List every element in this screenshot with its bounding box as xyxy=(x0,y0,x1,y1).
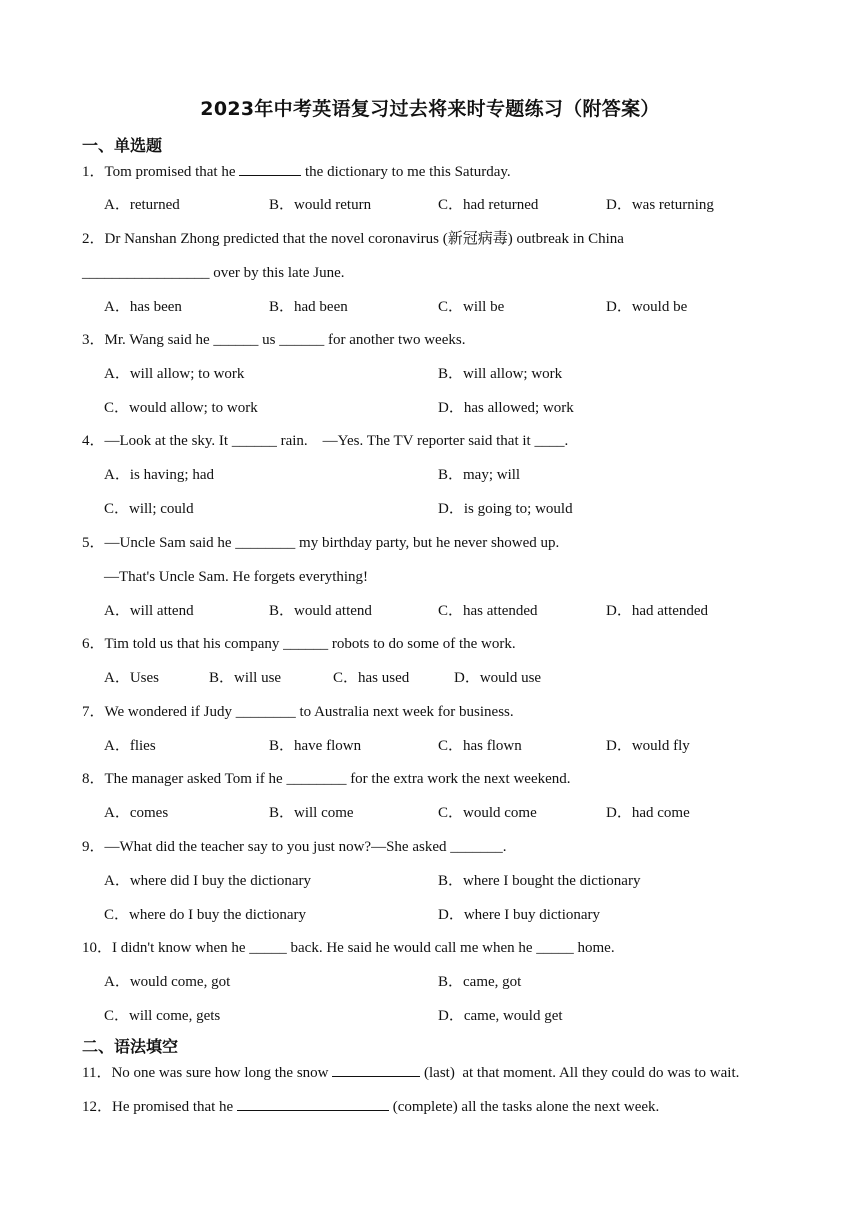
option-c: C．has flown xyxy=(438,738,522,754)
option-b: B．would return xyxy=(269,197,372,213)
option-c: C．has attended xyxy=(438,603,538,619)
option-a: A．is having; had xyxy=(104,467,214,483)
question-10-stem: 10．I didn't know when he _____ back. He said he would call me when he _____ home. xyxy=(82,940,615,956)
question-1 xyxy=(82,161,511,182)
option-d: D．came, would get xyxy=(438,1008,563,1024)
option-b: B．will use xyxy=(209,670,282,686)
option-a: A．will attend xyxy=(104,603,194,619)
option-b: B．would attend xyxy=(269,603,372,619)
option-d: D．would fly xyxy=(606,738,690,754)
question-12-stem-pre: 12．He promised that he xyxy=(82,1099,237,1115)
question-11-stem-post: (last) at that moment. All they could do was to wait. xyxy=(420,1065,740,1081)
option-c: C．will; could xyxy=(104,501,194,517)
answer-blank xyxy=(237,1096,389,1111)
question-8-stem: 8．The manager asked Tom if he ________ for the extra work the next weekend. xyxy=(82,771,571,787)
option-c: C．had returned xyxy=(438,197,539,213)
option-a: A．would come, got xyxy=(104,974,231,990)
option-b: B．will come xyxy=(269,805,354,821)
question-9-stem: 9．—What did the teacher say to you just now?—She asked _______. xyxy=(82,839,507,855)
question-4-stem: 4．—Look at the sky. It ______ rain. —Yes. The TV reporter said that it ____. xyxy=(82,433,569,449)
question-7-stem: 7．We wondered if Judy ________ to Australia next week for business. xyxy=(82,704,514,720)
option-d: D．where I buy dictionary xyxy=(438,907,601,923)
option-b: B．where I bought the dictionary xyxy=(438,873,641,889)
option-a: A．flies xyxy=(104,738,156,754)
option-b: B．will allow; work xyxy=(438,366,563,382)
option-a: A．has been xyxy=(104,299,182,315)
section-heading-single-choice: 一、单选题 xyxy=(82,136,163,155)
option-a: A．where did I buy the dictionary xyxy=(104,873,312,889)
option-d: D．had come xyxy=(606,805,690,821)
option-d: D．would use xyxy=(454,670,542,686)
option-c: C．will come, gets xyxy=(104,1008,221,1024)
option-b: B．may; will xyxy=(438,467,521,483)
option-a: A．will allow; to work xyxy=(104,366,245,382)
option-a: A．Uses xyxy=(104,670,159,686)
question-6-stem: 6．Tim told us that his company ______ robots to do some of the work. xyxy=(82,636,516,652)
option-d: D．was returning xyxy=(606,197,714,213)
page-title: 2023年中考英语复习过去将来时专题练习（附答案） xyxy=(200,98,660,120)
option-a: A．comes xyxy=(104,805,169,821)
question-1-stem-post: the dictionary to me this Saturday. xyxy=(301,164,511,180)
option-a: A．returned xyxy=(104,197,180,213)
question-11-stem-pre: 11．No one was sure how long the snow xyxy=(82,1065,333,1081)
option-d: D．is going to; would xyxy=(438,501,573,517)
option-d: D．has allowed; work xyxy=(438,400,574,416)
question-1-stem-pre: 1．Tom promised that he xyxy=(82,164,240,180)
question-2-stem-line-2: _________________ over by this late June. xyxy=(82,265,345,281)
option-d: D．had attended xyxy=(606,603,709,619)
option-b: B．have flown xyxy=(269,738,362,754)
option-c: C．where do I buy the dictionary xyxy=(104,907,307,923)
option-c: C．would allow; to work xyxy=(104,400,258,416)
question-2-stem-line-1: 2．Dr Nanshan Zhong predicted that the novel coronavirus (新冠病毒) outbreak in China xyxy=(82,231,624,247)
question-3-stem: 3．Mr. Wang said he ______ us ______ for another two weeks. xyxy=(82,332,466,348)
question-5-stem-line-2: —That's Uncle Sam. He forgets everything! xyxy=(104,569,369,585)
option-b: B．had been xyxy=(269,299,348,315)
section-heading-grammar-fill: 二、语法填空 xyxy=(82,1037,179,1056)
question-12-stem-post: (complete) all the tasks alone the next week. xyxy=(388,1099,660,1115)
answer-blank xyxy=(332,1062,420,1077)
option-c: C．will be xyxy=(438,299,505,315)
question-12 xyxy=(82,1096,659,1117)
question-5-stem-line-1: 5．—Uncle Sam said he ________ my birthday party, but he never showed up. xyxy=(82,535,560,551)
answer-blank xyxy=(239,161,301,176)
option-d: D．would be xyxy=(606,299,688,315)
option-c: C．would come xyxy=(438,805,537,821)
option-b: B．came, got xyxy=(438,974,522,990)
question-11 xyxy=(82,1062,739,1083)
option-c: C．has used xyxy=(333,670,410,686)
